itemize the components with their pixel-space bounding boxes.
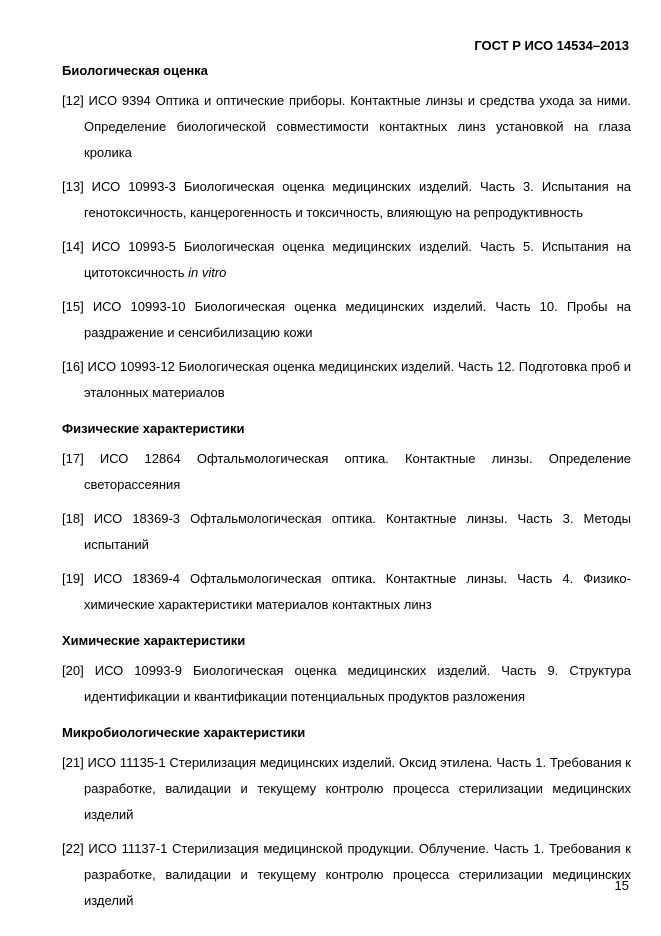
- reference-number: [16]: [62, 359, 84, 374]
- page-number: 15: [614, 878, 629, 893]
- reference-list: [62, 750, 631, 914]
- reference-text: ИСО 10993-9 Биологическая оценка медицинских изделий. Часть 9. Структура идентификации и квантификации потенциальных продуктов разложения: [84, 663, 631, 704]
- reference-number: [20]: [62, 663, 84, 678]
- reference-italic-text: in vitro: [188, 265, 227, 280]
- section-title: Химические характеристики: [62, 633, 246, 648]
- reference-item: [62, 658, 631, 710]
- reference-text: ИСО 10993-10 Биологическая оценка медицинских изделий. Часть 10. Пробы на раздражение и сенсибилизацию кожи: [84, 299, 631, 340]
- reference-text: ИСО 18369-4 Офтальмологическая оптика. Контактные линзы. Часть 4. Физико-химические характеристики материалов контактных линз: [84, 571, 631, 612]
- reference-number: [22]: [62, 841, 84, 856]
- reference-number: [14]: [62, 239, 84, 254]
- reference-item: [62, 88, 631, 166]
- section-title: Микробиологические характеристики: [62, 725, 306, 740]
- section-title: Физические характеристики: [62, 421, 245, 436]
- reference-item: [62, 506, 631, 558]
- document-header: ГОСТ Р ИСО 14534–2013: [474, 38, 629, 53]
- reference-number: [18]: [62, 511, 84, 526]
- reference-text: ИСО 12864 Офтальмологическая оптика. Контактные линзы. Определение светорассеяния: [84, 451, 631, 492]
- section-title: Биологическая оценка: [62, 63, 208, 78]
- reference-text: ИСО 11135-1 Стерилизация медицинских изделий. Оксид этилена. Часть 1. Требования к разработке, валидации и текущему контролю процесса стерилизации медицинских изделий: [84, 755, 631, 822]
- reference-text: ИСО 18369-3 Офтальмологическая оптика. Контактные линзы. Часть 3. Методы испытаний: [84, 511, 631, 552]
- reference-number: [12]: [62, 93, 84, 108]
- reference-number: [17]: [62, 451, 84, 466]
- reference-number: [13]: [62, 179, 84, 194]
- reference-item: [62, 234, 631, 286]
- bibliography-content: [62, 60, 631, 914]
- reference-number: [15]: [62, 299, 84, 314]
- reference-list: [62, 658, 631, 710]
- reference-number: [19]: [62, 571, 84, 586]
- reference-text: ИСО 10993-3 Биологическая оценка медицинских изделий. Часть 3. Испытания на генотоксичность, канцерогенность и токсичность, влияющую на репродуктивность: [84, 179, 631, 220]
- reference-text: ИСО 9394 Оптика и оптические приборы. Контактные линзы и средства ухода за ними. Определение биологической совместимости контактных линз установкой на глаза кролика: [84, 93, 631, 160]
- reference-list: [62, 446, 631, 618]
- reference-item: [62, 174, 631, 226]
- reference-item: [62, 750, 631, 828]
- reference-item: [62, 354, 631, 406]
- reference-number: [21]: [62, 755, 84, 770]
- reference-item: [62, 566, 631, 618]
- reference-text: ИСО 10993-12 Биологическая оценка медицинских изделий. Часть 12. Подготовка проб и эталонных материалов: [84, 359, 631, 400]
- reference-text: ИСО 10993-5 Биологическая оценка медицинских изделий. Часть 5. Испытания на цитотоксичность: [84, 239, 631, 280]
- reference-list: [62, 88, 631, 406]
- reference-item: [62, 294, 631, 346]
- reference-item: [62, 446, 631, 498]
- reference-text: ИСО 11137-1 Стерилизация медицинской продукции. Облучение. Часть 1. Требования к разработке, валидации и текущему контролю процесса стерилизации медицинских изделий: [84, 841, 631, 908]
- reference-item: [62, 836, 631, 914]
